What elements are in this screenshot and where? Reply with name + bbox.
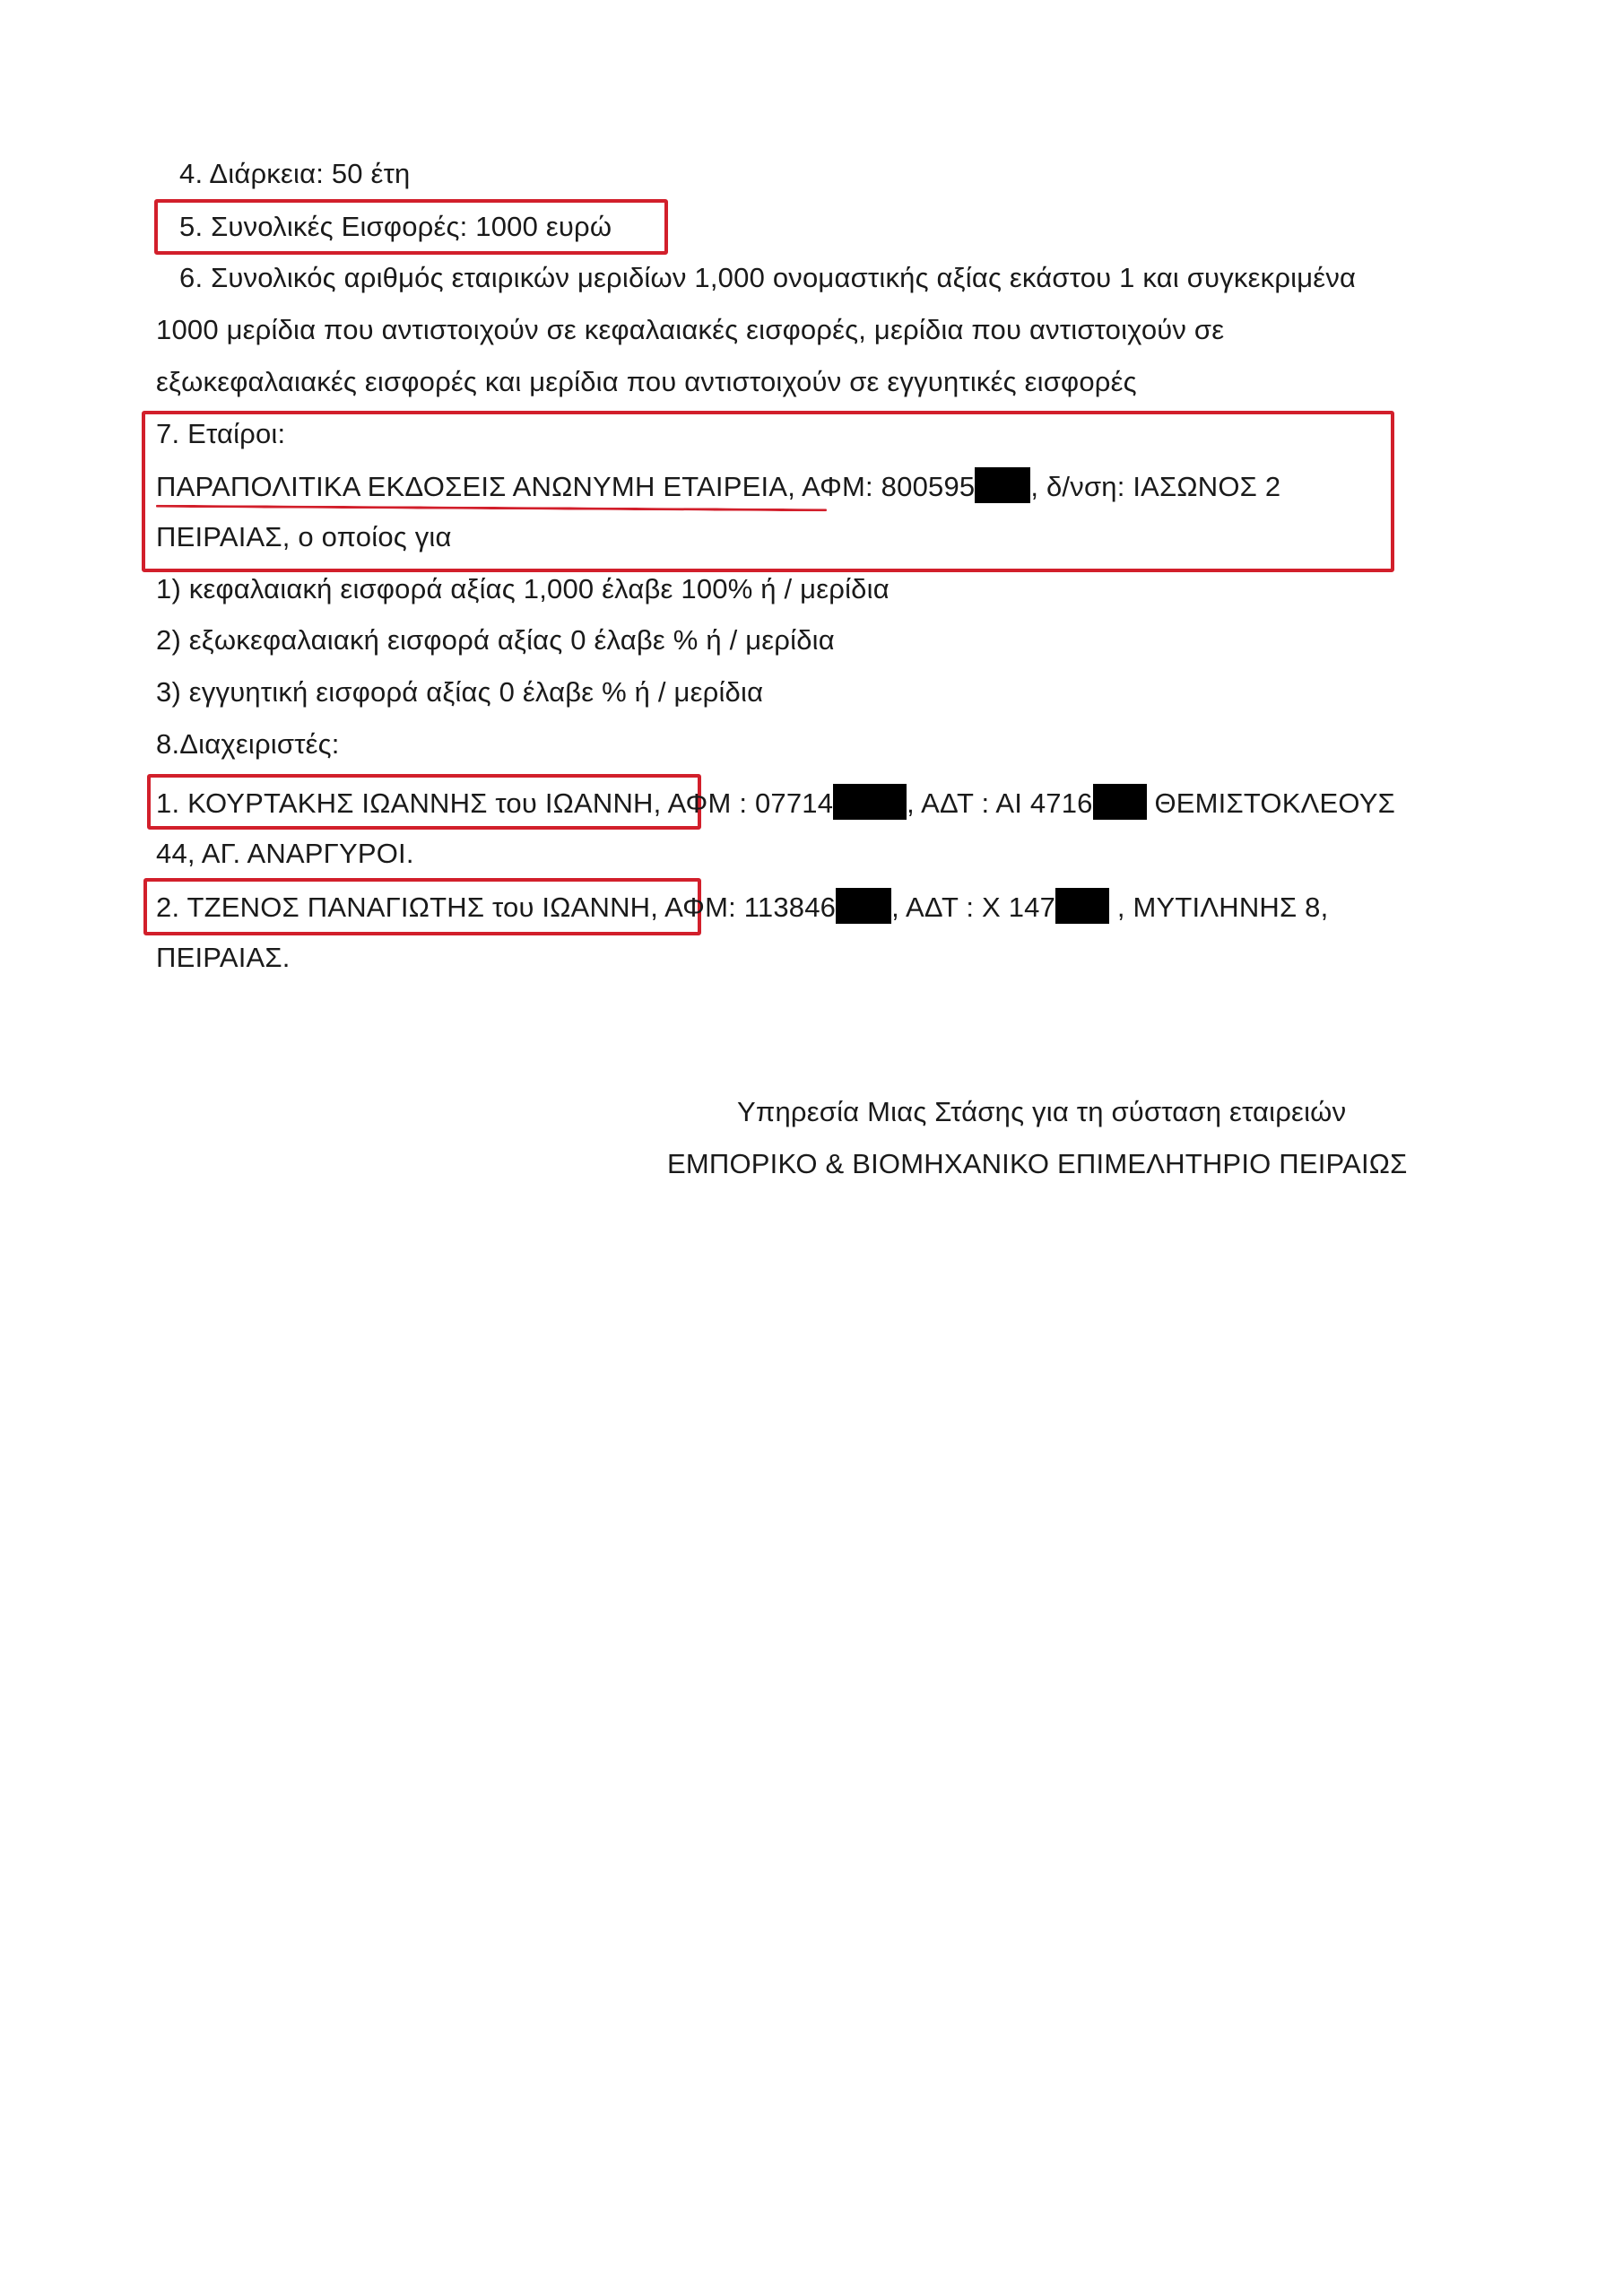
footer-service-text: Υπηρεσία Μιας Στάσης για τη σύσταση εταιρειών [737, 1096, 1347, 1127]
item-duration-text: 4. Διάρκεια: 50 έτη [179, 158, 411, 189]
contribution-guarantee [156, 674, 763, 710]
redaction-block [975, 467, 1030, 503]
contribution-non-capital-text: 2) εξωκεφαλαιακή εισφορά αξίας 0 έλαβε % ή / μερίδια [156, 624, 835, 656]
partner-afm: , ΑΦΜ: 800595 [787, 471, 976, 502]
item-partners-heading [156, 416, 285, 452]
contribution-capital-text: 1) κεφαλαιακή εισφορά αξίας 1,000 έλαβε 100% ή / μερίδια [156, 573, 890, 604]
redaction-block [833, 784, 907, 820]
item-total-contributions-text: 5. Συνολικές Εισφορές: 1000 ευρώ [179, 211, 612, 242]
item-partners-heading-text: 7. Εταίροι: [156, 418, 286, 449]
item-managers-heading [156, 726, 340, 762]
footer-chamber-text: ΕΜΠΟΡΙΚΟ & ΒΙΟΜΗΧΑΝΙΚΟ ΕΠΙΜΕΛΗΤΗΡΙΟ ΠΕΙΡΑΙΩΣ [667, 1148, 1408, 1179]
manager-2-line-1 [156, 888, 1328, 926]
partner-city-text: ΠΕΙΡΑΙΑΣ, ο οποίος για [156, 521, 452, 552]
manager-2-afm: ΑΦΜ: 113846 [658, 891, 837, 923]
manager-1-line-2-text: 44, ΑΓ. ΑΝΑΡΓΥΡΟΙ. [156, 838, 414, 869]
item-shares-line-1-text: 6. Συνολικός αριθμός εταιρικών μεριδίων 1,000 ονομαστικής αξίας εκάστου 1 και συγκεκριμένα [179, 262, 1357, 293]
manager-2-adt: , ΑΔΤ : Χ 147 [891, 891, 1056, 923]
partner-address: , δ/νση: ΙΑΣΩΝΟΣ 2 [1030, 471, 1281, 502]
manager-2-street: , ΜΥΤΙΛΗΝΗΣ 8, [1109, 891, 1329, 923]
partner-line-1 [156, 467, 1280, 505]
manager-2-name: 2. ΤΖΕΝΟΣ ΠΑΝΑΓΙΩΤΗΣ του ΙΩΑΝΝΗ, [156, 891, 659, 923]
manager-1-name: 1. ΚΟΥΡΤΑΚΗΣ ΙΩΑΝΝΗΣ του ΙΩΑΝΝΗ, [156, 787, 662, 819]
redaction-block [836, 888, 891, 924]
contribution-guarantee-text: 3) εγγυητική εισφορά αξίας 0 έλαβε % ή / μερίδια [156, 676, 764, 708]
item-shares-line-1 [179, 260, 1356, 296]
item-shares-line-3 [156, 364, 1137, 400]
contribution-capital [156, 571, 890, 607]
item-shares-line-2 [156, 312, 1224, 348]
item-duration [179, 156, 410, 192]
manager-1-street: ΘΕΜΙΣΤΟΚΛΕΟΥΣ [1146, 787, 1395, 819]
manager-2-line-2-text: ΠΕΙΡΑΙΑΣ. [156, 942, 291, 973]
item-total-contributions [179, 209, 612, 245]
item-shares-line-2-text: 1000 μερίδια που αντιστοιχούν σε κεφαλαιακές εισφορές, μερίδια που αντιστοιχούν σε [156, 314, 1225, 345]
redaction-block [1093, 784, 1147, 820]
partner-line-2 [156, 519, 452, 555]
footer-service-line [737, 1094, 1346, 1130]
manager-2-line-2 [156, 940, 291, 976]
item-shares-line-3-text: εξωκεφαλαιακές εισφορές και μερίδια που αντιστοιχούν σε εγγυητικές εισφορές [156, 366, 1137, 397]
manager-1-adt: , ΑΔΤ : ΑΙ 4716 [907, 787, 1093, 819]
contribution-non-capital [156, 622, 835, 658]
manager-1-line-2 [156, 836, 414, 872]
partner-name: ΠΑΡΑΠΟΛΙΤΙΚΑ ΕΚΔΟΣΕΙΣ ΑΝΩΝΥΜΗ ΕΤΑΙΡΕΙΑ [156, 471, 788, 502]
manager-1-afm: ΑΦΜ : 07714 [661, 787, 834, 819]
redaction-block [1055, 888, 1109, 924]
footer-chamber-line [667, 1146, 1408, 1182]
manager-1-line-1 [156, 784, 1395, 822]
item-managers-heading-text: 8.Διαχειριστές: [156, 728, 340, 760]
